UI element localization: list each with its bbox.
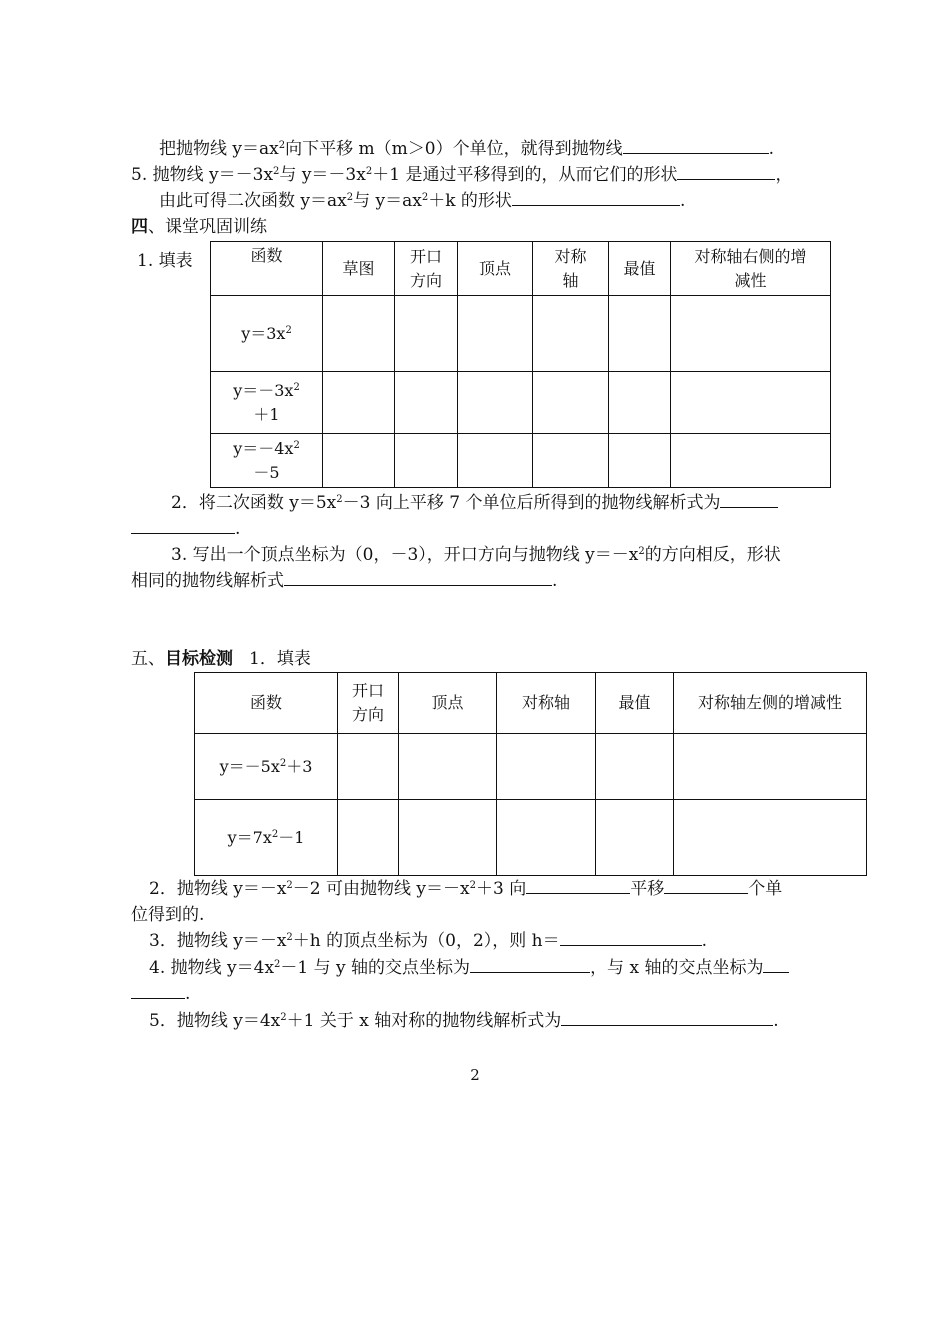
superscript: 2 [278, 140, 286, 151]
text: 3. 写出一个顶点坐标为（0，－3），开口方向与抛物线 y＝－x [171, 545, 639, 565]
answer-cell[interactable] [609, 372, 671, 434]
text: 2．将二次函数 y＝5x [171, 493, 337, 513]
text: 与 y＝ax [353, 191, 422, 211]
text: －1 与 y 轴的交点坐标为 [280, 958, 471, 978]
text: 的方向相反，形状 [644, 545, 781, 565]
question-5-2 [149, 878, 782, 900]
superscript: 2 [365, 166, 373, 177]
answer-cell[interactable] [458, 296, 533, 372]
question-4-2-continued [131, 518, 240, 540]
answer-blank[interactable] [720, 492, 778, 508]
question-5-2-continued: 位得到的. [131, 905, 205, 925]
table-row [211, 372, 831, 434]
section-number: 五、 [131, 649, 165, 669]
text: ＋1 是通过平移得到的，从而它们的形状 [372, 165, 678, 185]
text: . [552, 571, 558, 591]
table-fill-1 [210, 241, 831, 488]
text: －1 [278, 827, 305, 847]
text: ，与 x 轴的交点坐标为 [590, 958, 764, 978]
text: 方向 [351, 705, 384, 724]
text: y＝7x [227, 827, 272, 847]
text: 1．填表 [249, 649, 311, 669]
table-header-row [211, 242, 831, 296]
answer-cell[interactable] [399, 800, 497, 876]
answer-blank[interactable] [560, 930, 702, 946]
table-row [195, 800, 867, 876]
answer-cell[interactable] [338, 734, 399, 800]
header-extremum: 最值 [609, 242, 671, 296]
text: 3．抛物线 y＝－x [149, 931, 287, 951]
text: －5 [253, 462, 280, 482]
text: . [185, 984, 191, 1004]
text: 由此可得二次函数 y＝ax [159, 191, 347, 211]
text: . [679, 191, 686, 211]
text: ＋3 向 [476, 879, 527, 899]
text: ， [775, 165, 793, 185]
answer-blank[interactable] [677, 164, 775, 180]
text: y＝3x [241, 323, 286, 343]
section-number: 四 [131, 217, 148, 237]
superscript: 2 [293, 381, 300, 393]
answer-blank[interactable] [763, 957, 789, 973]
function-cell [211, 296, 323, 372]
header-monotonicity-left: 对称轴左侧的增减性 [674, 673, 867, 734]
answer-cell[interactable] [671, 296, 831, 372]
text: －2 可由抛物线 y＝－x [292, 879, 470, 899]
text: ＋1 关于 x 轴对称的抛物线解析式为 [286, 1011, 562, 1031]
answer-cell[interactable] [533, 372, 609, 434]
header-opening-direction [395, 242, 458, 296]
text: . [701, 931, 708, 951]
answer-blank[interactable] [623, 138, 769, 154]
text: 平移 [630, 879, 665, 899]
answer-cell[interactable] [458, 372, 533, 434]
header-sketch: 草图 [323, 242, 395, 296]
question-5-4-continued [131, 983, 190, 1005]
superscript: 2 [271, 828, 279, 840]
answer-blank[interactable] [131, 983, 185, 999]
text: 减性 [734, 270, 767, 290]
answer-cell[interactable] [399, 734, 497, 800]
answer-cell[interactable] [458, 434, 533, 488]
header-axis [533, 242, 609, 296]
question-4-2 [171, 492, 778, 514]
function-cell [211, 434, 323, 488]
text: 个单 [748, 879, 783, 899]
answer-blank[interactable] [561, 1010, 773, 1026]
header-monotonicity-right [671, 242, 831, 296]
header-axis: 对称轴 [497, 673, 596, 734]
text: 2．抛物线 y＝－x [149, 879, 287, 899]
function-cell [195, 734, 338, 800]
text: . [235, 519, 241, 539]
superscript: 2 [293, 439, 300, 451]
question-5-continued [159, 190, 685, 212]
question-5 [131, 164, 792, 186]
answer-cell[interactable] [395, 296, 458, 372]
answer-cell[interactable] [395, 434, 458, 488]
answer-cell[interactable] [609, 296, 671, 372]
superscript: 2 [285, 324, 292, 336]
answer-cell[interactable] [533, 296, 609, 372]
text: 相同的抛物线解析式 [131, 571, 284, 591]
answer-cell[interactable] [323, 372, 395, 434]
section-title: 目标检测 [165, 649, 233, 669]
superscript: 2 [274, 959, 281, 970]
question-5-5 [149, 1010, 779, 1032]
section-title: 、课堂巩固训练 [148, 217, 267, 237]
superscript: 2 [336, 494, 343, 505]
text: 把抛物线 y＝ax [159, 139, 279, 159]
answer-blank[interactable] [131, 518, 235, 534]
question-5-4 [149, 957, 789, 979]
text: ＋1 [253, 404, 280, 424]
answer-cell[interactable] [674, 734, 867, 800]
text: 5. 抛物线 y＝－3x [131, 165, 274, 185]
superscript: 2 [469, 880, 476, 891]
answer-cell[interactable] [497, 734, 596, 800]
answer-cell[interactable] [533, 434, 609, 488]
superscript: 2 [280, 1012, 287, 1023]
text: ＋k 的形状 [428, 191, 512, 211]
text: 轴 [562, 270, 579, 290]
answer-cell[interactable] [671, 372, 831, 434]
text: 开口 [351, 681, 384, 700]
text: 4. 抛物线 y＝4x [149, 958, 275, 978]
function-cell [211, 372, 323, 434]
superscript: 2 [421, 192, 429, 203]
section-5-heading [131, 648, 311, 670]
answer-cell[interactable] [596, 800, 674, 876]
text: 与 y＝－3x [279, 165, 366, 185]
line-shift-down [159, 138, 774, 160]
answer-blank[interactable] [284, 570, 552, 586]
text: 对称轴右侧的增 [694, 246, 807, 266]
text: ＋h 的顶点坐标为（0，2），则 h＝ [292, 931, 560, 951]
header-function: 函数 [195, 673, 338, 734]
text: y＝－4x [233, 438, 294, 458]
text: ＋3 [286, 756, 313, 776]
superscript: 2 [638, 546, 645, 557]
text: y＝－3x [233, 380, 294, 400]
text: 5．抛物线 y＝4x [149, 1011, 281, 1031]
superscript: 2 [286, 880, 293, 891]
answer-cell[interactable] [323, 434, 395, 488]
answer-cell[interactable] [338, 800, 399, 876]
superscript: 2 [286, 932, 293, 943]
table-fill-2 [194, 672, 867, 876]
text: 方向 [409, 270, 442, 290]
text: 对称 [554, 246, 587, 266]
table-row [211, 434, 831, 488]
question-4-3 [171, 544, 781, 566]
answer-cell[interactable] [671, 434, 831, 488]
text: . [773, 1011, 779, 1031]
text: . [768, 139, 774, 159]
header-function: 函数 [211, 242, 323, 296]
answer-cell[interactable] [609, 434, 671, 488]
answer-blank[interactable] [526, 878, 630, 894]
header-opening-direction [338, 673, 399, 734]
question-5-3 [149, 930, 707, 952]
text: 向下平移 m（m＞0）个单位，就得到抛物线 [285, 139, 623, 159]
section-4-heading [131, 216, 267, 238]
answer-cell[interactable] [323, 296, 395, 372]
header-vertex: 顶点 [458, 242, 533, 296]
table-row [211, 296, 831, 372]
text: y＝－5x [219, 756, 280, 776]
answer-cell[interactable] [674, 800, 867, 876]
table-header-row [195, 673, 867, 734]
superscript: 2 [273, 166, 280, 177]
function-cell [195, 800, 338, 876]
header-extremum: 最值 [596, 673, 674, 734]
text: 开口 [409, 246, 442, 266]
text: －3 向上平移 7 个单位后所得到的抛物线解析式为 [342, 493, 721, 513]
table-row [195, 734, 867, 800]
answer-blank[interactable] [664, 878, 748, 894]
answer-cell[interactable] [395, 372, 458, 434]
question-4-3-continued [131, 570, 557, 592]
page-number: 2 [470, 1066, 480, 1084]
answer-blank[interactable] [470, 957, 590, 973]
answer-cell[interactable] [497, 800, 596, 876]
superscript: 2 [279, 757, 287, 769]
answer-blank[interactable] [512, 190, 680, 206]
answer-cell[interactable] [596, 734, 674, 800]
question-4-1: 1. 填表 [137, 251, 193, 271]
header-vertex: 顶点 [399, 673, 497, 734]
superscript: 2 [346, 192, 354, 203]
